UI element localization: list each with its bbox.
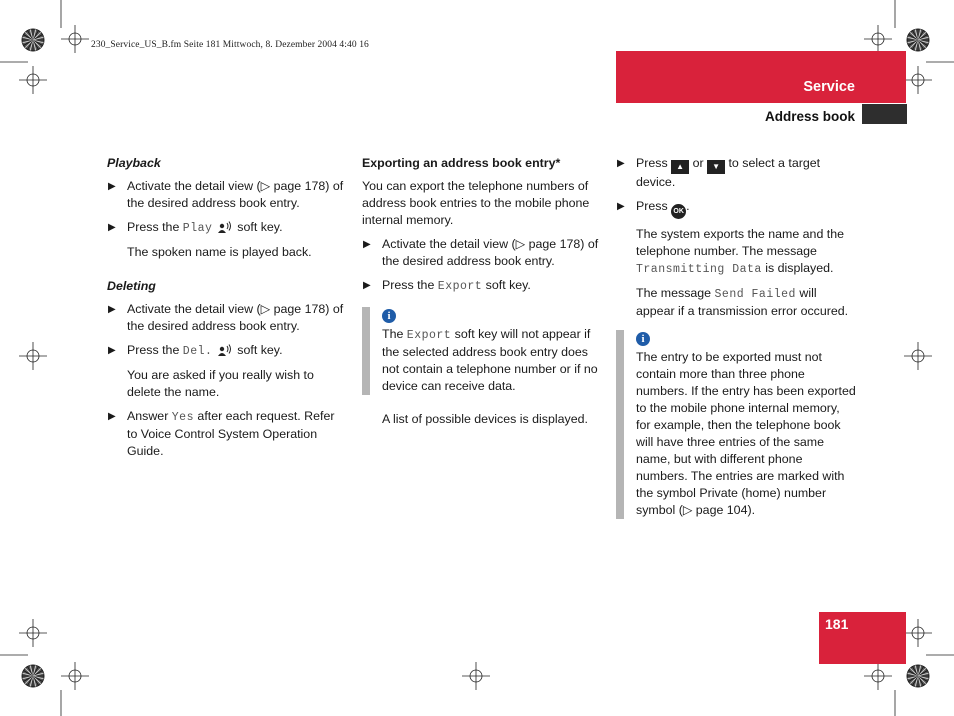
column-right — [616, 155, 856, 535]
starburst-mark — [22, 665, 44, 687]
note-bar — [362, 307, 370, 395]
starburst-mark — [22, 29, 44, 51]
bullet-text-end: soft key. — [482, 278, 531, 292]
crosshair-mark — [19, 342, 47, 370]
yes-softkey-label: Yes — [171, 411, 194, 424]
bullet-arrow-icon: ▶ — [108, 345, 116, 356]
bullet-text: Press — [636, 199, 672, 213]
up-key-icon: ▲ — [671, 160, 689, 174]
info-note — [616, 330, 856, 519]
crosshair-mark — [864, 662, 892, 690]
bullet-arrow-icon: ▶ — [617, 201, 625, 212]
down-key-icon: ▼ — [707, 160, 725, 174]
crosshair-mark — [462, 662, 490, 690]
page-number: 181 — [825, 616, 849, 632]
bullet-text: Press the — [127, 343, 183, 357]
bullet-arrow-icon: ▶ — [617, 158, 625, 169]
ok-button-icon: OK — [671, 204, 686, 219]
result-text: A list of possible devices is displayed. — [382, 412, 588, 426]
list-item: ▶ Press OK . — [616, 198, 856, 219]
info-icon: i — [636, 332, 650, 346]
bullet-text: Activate the detail view (▷ page 178) of the desired address book entry. — [127, 302, 344, 333]
bullet-arrow-icon: ▶ — [108, 181, 116, 192]
crosshair-mark — [19, 619, 47, 647]
crosshair-mark — [19, 66, 47, 94]
bullet-text: Answer — [127, 409, 172, 423]
crosshair-mark — [904, 66, 932, 94]
list-item — [107, 219, 347, 237]
list-item — [362, 236, 602, 270]
list-item — [107, 178, 347, 212]
result-text: You are asked if you really wish to delete the name. — [127, 368, 314, 399]
bullet-arrow-icon: ▶ — [108, 222, 116, 233]
subsection-marker — [862, 104, 907, 124]
list-item — [107, 301, 347, 335]
bullet-text: Press the — [127, 220, 183, 234]
column-left — [107, 155, 347, 467]
info-icon: i — [382, 309, 396, 323]
print-file-line: 230_Service_US_B.fm Seite 181 Mittwoch, 8. Dezember 2004 4:40 16 — [91, 40, 369, 50]
voice-speaker-icon — [216, 343, 234, 357]
crosshair-mark — [904, 342, 932, 370]
transmitting-data-message: Transmitting Data — [636, 263, 762, 276]
export-intro: You can export the telephone numbers of address book entries to the mobile phone internal memory. — [362, 179, 590, 227]
list-item: ▶ Press ▲ or ▼ to select a target device. — [617, 156, 821, 189]
starburst-mark — [907, 29, 929, 51]
del-softkey-label: Del. — [182, 345, 213, 358]
result-text: The spoken name is played back. — [127, 245, 312, 259]
bullet-arrow-icon: ▶ — [108, 411, 116, 422]
bullet-arrow-icon: ▶ — [363, 280, 371, 291]
export-heading: Exporting an address book entry* — [362, 156, 561, 170]
bullet-arrow-icon: ▶ — [108, 304, 116, 315]
bullet-text-end: after each request. Refer to Voice Control System Operation Guide. — [127, 409, 335, 458]
list-item — [107, 408, 347, 460]
play-softkey-label: Play — [182, 222, 213, 235]
crosshair-mark — [864, 25, 892, 53]
export-softkey-label: Export — [437, 280, 483, 293]
column-middle — [362, 155, 602, 435]
bullet-arrow-icon: ▶ — [363, 239, 371, 250]
bullet-text-end: to select a target device. — [636, 156, 821, 189]
subsection-title: Address book — [764, 109, 855, 124]
bullet-text: Press — [636, 156, 672, 170]
export-softkey-label: Export — [406, 329, 452, 342]
crosshair-mark — [61, 25, 89, 53]
deleting-heading: Deleting — [107, 279, 156, 293]
note-text: The Export soft key will not appear if the selected address book entry does not contain a telephone number or if no device can receive data. — [382, 327, 598, 393]
bullet-text: Activate the detail view (▷ page 178) of the desired address book entry. — [382, 237, 599, 268]
result-text: The system exports the name and the telephone number. The message Transmitting Data is displayed. — [636, 227, 844, 276]
note-text: The entry to be exported must not contain more than three phone numbers. If the entry has been exported to the mobile phone internal memory, for example, then the telephone book will have three entries of the same name, but with different phone numbers. The entries are marked with the symbol Private (home) number symbol (▷ page 104). — [636, 350, 856, 517]
note-bar — [616, 330, 624, 519]
info-note — [362, 307, 602, 395]
bullet-text-end: soft key. — [233, 343, 283, 357]
bullet-text: Press the — [382, 278, 438, 292]
send-failed-message: Send Failed — [714, 288, 796, 301]
crosshair-mark — [904, 619, 932, 647]
section-title: Service — [803, 79, 855, 95]
playback-heading: Playback — [107, 156, 161, 170]
starburst-mark — [907, 665, 929, 687]
voice-speaker-icon — [216, 220, 234, 234]
result-text: The message Send Failed will appear if a transmission error occured. — [636, 286, 849, 318]
crosshair-mark — [61, 662, 89, 690]
bullet-text-end: soft key. — [233, 220, 283, 234]
list-item — [107, 342, 347, 360]
list-item — [362, 277, 602, 295]
bullet-text: Activate the detail view (▷ page 178) of the desired address book entry. — [127, 179, 344, 210]
